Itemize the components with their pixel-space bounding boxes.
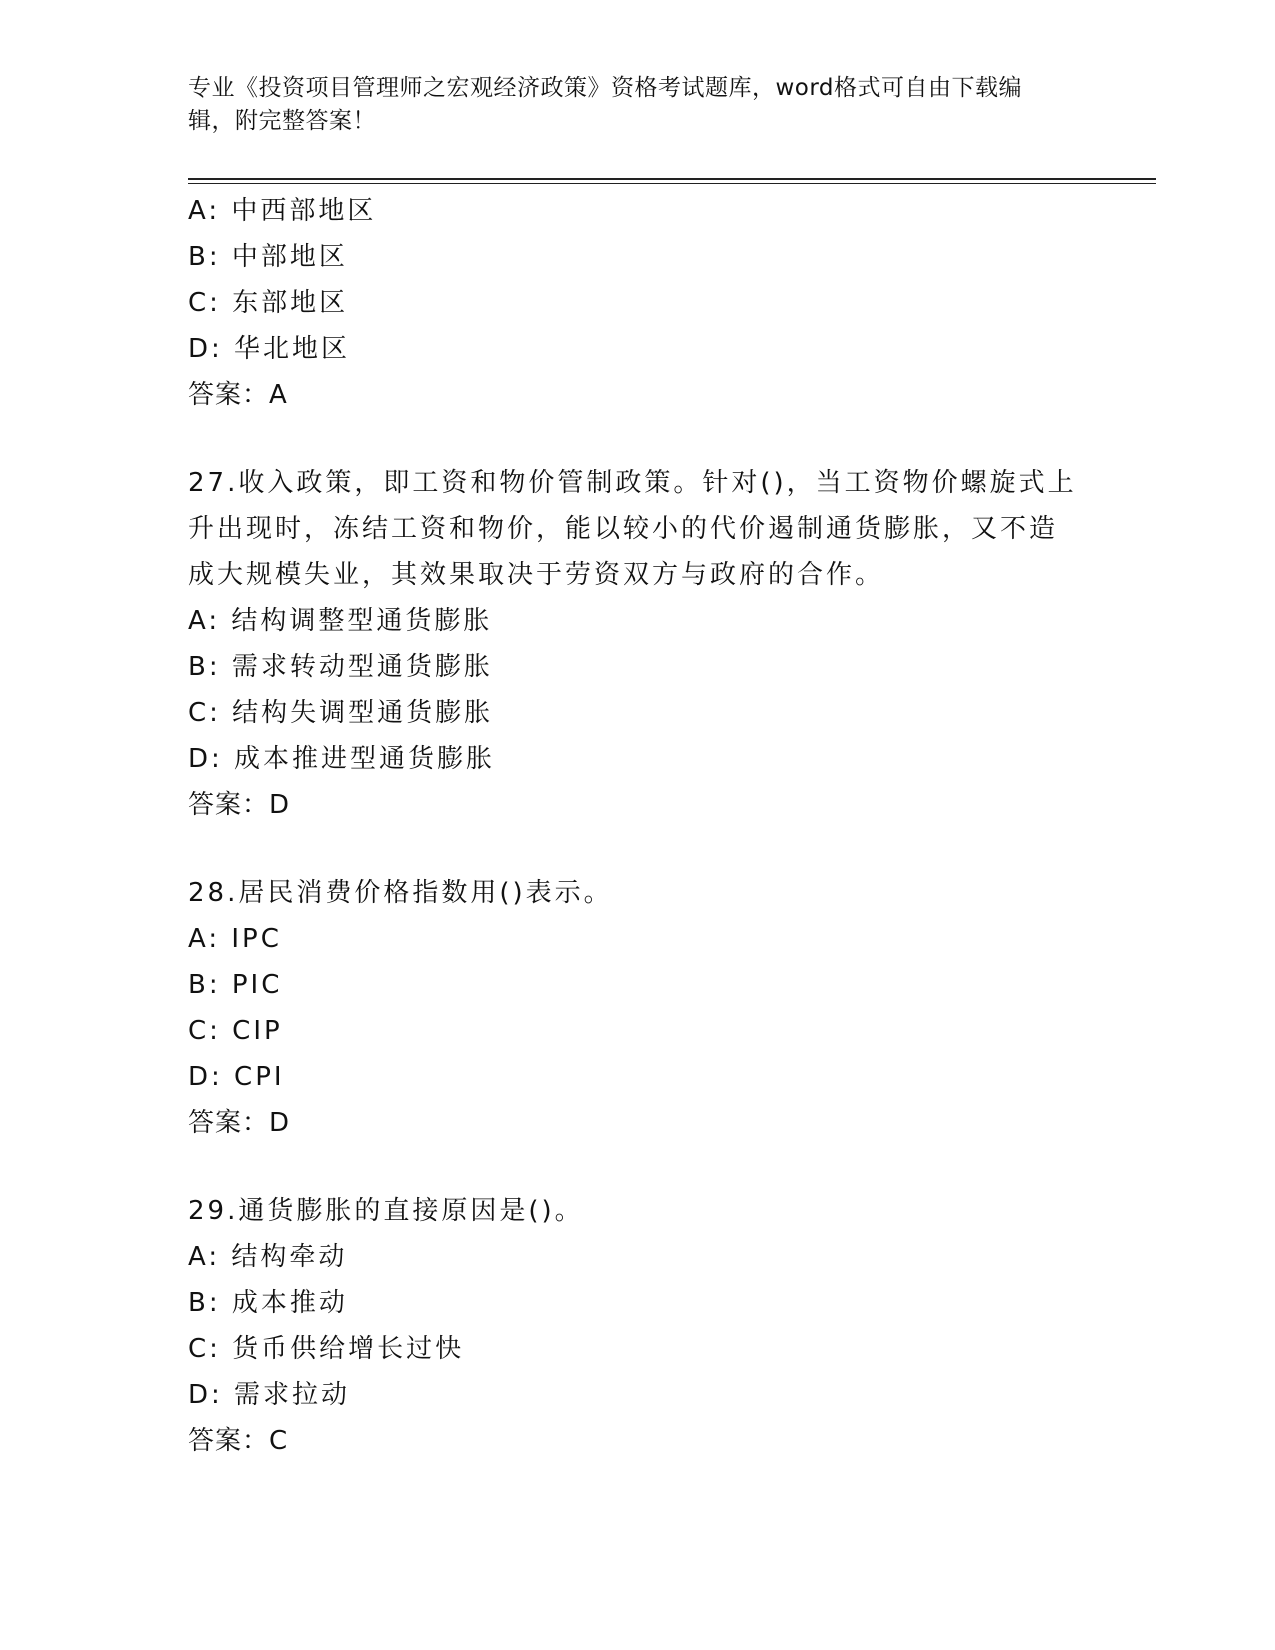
- option-a: A: 结构调整型通货膨胀: [188, 606, 493, 636]
- option-a: A: 结构牵动: [188, 1242, 348, 1272]
- answer-line: 答案：D: [188, 1108, 291, 1138]
- answer-line: 答案：C: [188, 1426, 289, 1456]
- partial-question: [188, 188, 1088, 418]
- option-c: C: 货币供给增长过快: [188, 1334, 465, 1364]
- option-b: B: 需求转动型通货膨胀: [188, 652, 493, 682]
- option-c: C: CIP: [188, 1016, 283, 1046]
- question-content: [188, 188, 1088, 1464]
- question-stem: 29.通货膨胀的直接原因是()。: [188, 1196, 584, 1226]
- question-stem: 28.居民消费价格指数用()表示。: [188, 878, 613, 908]
- option-d: D: CPI: [188, 1062, 285, 1092]
- option-c: C: 东部地区: [188, 288, 349, 318]
- option-b: B: 中部地区: [188, 242, 348, 272]
- question-stem: 27.收入政策，即工资和物价管制政策。针对()，当工资物价螺旋式上升出现时，冻结工资和物价，能以较小的代价遏制通货膨胀，又不造成大规模失业，其效果取决于劳资双方与政府的合作。: [188, 468, 1077, 590]
- answer-line: 答案：A: [188, 380, 288, 410]
- question-28: [188, 870, 1088, 1146]
- option-b: B: 成本推动: [188, 1288, 348, 1318]
- header-divider-thick: [188, 178, 1156, 180]
- option-d: D: 需求拉动: [188, 1380, 351, 1410]
- option-a: A: 中西部地区: [188, 196, 377, 226]
- header-divider-thin: [188, 183, 1156, 184]
- document-header: 专业《投资项目管理师之宏观经济政策》资格考试题库，word格式可自由下载编辑，附完整答案！: [188, 75, 1023, 134]
- option-d: D: 成本推进型通货膨胀: [188, 744, 496, 774]
- option-c: C: 结构失调型通货膨胀: [188, 698, 494, 728]
- answer-line: 答案：D: [188, 790, 291, 820]
- option-d: D: 华北地区: [188, 334, 351, 364]
- question-27: [188, 460, 1088, 828]
- option-b: B: PIC: [188, 970, 283, 1000]
- option-a: A: IPC: [188, 924, 282, 954]
- question-29: [188, 1188, 1088, 1464]
